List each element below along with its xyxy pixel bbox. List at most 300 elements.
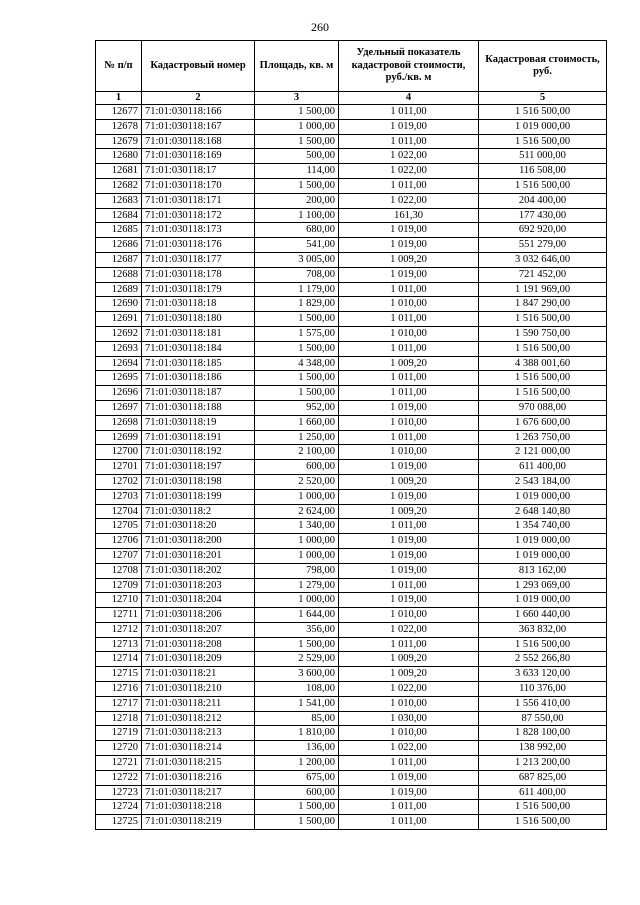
table-row [96,534,607,549]
cadastral-number-cell: 71:01:030118:204 [142,593,255,608]
row-number-cell: 12679 [96,134,142,149]
table-row [96,415,607,430]
cadastral-value-cell: 1 019 000,00 [479,119,607,134]
cadastral-number-cell: 71:01:030118:18 [142,297,255,312]
cadastral-number-cell: 71:01:030118:176 [142,238,255,253]
row-number-cell: 12721 [96,756,142,771]
cadastral-number-cell: 71:01:030118:166 [142,105,255,120]
unit-rate-cell: 1 011,00 [339,637,479,652]
unit-rate-cell: 1 010,00 [339,326,479,341]
area-cell: 1 644,00 [255,608,339,623]
cadastral-value-cell: 687 825,00 [479,770,607,785]
area-cell: 541,00 [255,238,339,253]
cadastral-number-cell: 71:01:030118:181 [142,326,255,341]
area-cell: 3 005,00 [255,252,339,267]
cadastral-number-cell: 71:01:030118:2 [142,504,255,519]
unit-rate-cell: 1 010,00 [339,297,479,312]
area-cell: 3 600,00 [255,667,339,682]
row-number-cell: 12700 [96,445,142,460]
unit-rate-cell: 1 009,20 [339,504,479,519]
table-row [96,267,607,282]
area-cell: 680,00 [255,223,339,238]
area-cell: 1 500,00 [255,134,339,149]
unit-rate-cell: 1 011,00 [339,519,479,534]
cadastral-number-cell: 71:01:030118:172 [142,208,255,223]
cadastral-number-cell: 71:01:030118:197 [142,460,255,475]
cadastral-number-cell: 71:01:030118:20 [142,519,255,534]
row-number-cell: 12710 [96,593,142,608]
row-number-cell: 12715 [96,667,142,682]
cadastral-value-cell: 1 019 000,00 [479,548,607,563]
cadastral-value-cell: 1 293 069,00 [479,578,607,593]
cadastral-value-cell: 87 550,00 [479,711,607,726]
cadastral-number-cell: 71:01:030118:214 [142,741,255,756]
cadastral-value-cell: 1 556 410,00 [479,696,607,711]
column-number: 3 [255,92,339,105]
row-number-cell: 12685 [96,223,142,238]
area-cell: 2 529,00 [255,652,339,667]
column-number: 4 [339,92,479,105]
area-cell: 1 500,00 [255,371,339,386]
area-cell: 1 829,00 [255,297,339,312]
cadastral-number-cell: 71:01:030118:186 [142,371,255,386]
area-cell: 1 541,00 [255,696,339,711]
row-number-cell: 12714 [96,652,142,667]
area-cell: 1 200,00 [255,756,339,771]
area-cell: 1 000,00 [255,119,339,134]
table-row [96,134,607,149]
page-number: 260 [311,20,329,34]
unit-rate-cell: 1 019,00 [339,460,479,475]
header-unit-rate: Удельный показатель кадастровой стоимости, руб./кв. м [339,41,479,92]
area-cell: 600,00 [255,785,339,800]
cadastral-value-cell: 511 000,00 [479,149,607,164]
row-number-cell: 12724 [96,800,142,815]
row-number-cell: 12697 [96,400,142,415]
area-cell: 798,00 [255,563,339,578]
area-cell: 600,00 [255,460,339,475]
area-cell: 108,00 [255,682,339,697]
cadastral-number-cell: 71:01:030118:212 [142,711,255,726]
cadastral-value-cell: 1 019 000,00 [479,534,607,549]
cadastral-value-cell: 1 516 500,00 [479,105,607,120]
area-cell: 1 000,00 [255,593,339,608]
area-cell: 1 250,00 [255,430,339,445]
table-row [96,164,607,179]
cadastral-value-cell: 692 920,00 [479,223,607,238]
unit-rate-cell: 1 022,00 [339,682,479,697]
unit-rate-cell: 1 010,00 [339,415,479,430]
area-cell: 356,00 [255,622,339,637]
row-number-cell: 12689 [96,282,142,297]
cadastral-number-cell: 71:01:030118:207 [142,622,255,637]
cadastral-value-cell: 1 516 500,00 [479,800,607,815]
unit-rate-cell: 1 009,20 [339,667,479,682]
area-cell: 1 500,00 [255,312,339,327]
cadastral-number-cell: 71:01:030118:177 [142,252,255,267]
cadastral-value-cell: 1 019 000,00 [479,593,607,608]
cadastral-value-cell: 1 828 100,00 [479,726,607,741]
cadastral-number-cell: 71:01:030118:201 [142,548,255,563]
cadastral-number-cell: 71:01:030118:188 [142,400,255,415]
cadastral-value-cell: 1 191 969,00 [479,282,607,297]
cadastral-value-cell: 813 162,00 [479,563,607,578]
cadastral-value-cell: 2 121 000,00 [479,445,607,460]
cadastral-value-cell: 138 992,00 [479,741,607,756]
table-row [96,489,607,504]
unit-rate-cell: 1 022,00 [339,622,479,637]
area-cell: 2 520,00 [255,474,339,489]
table-row [96,682,607,697]
unit-rate-cell: 1 011,00 [339,312,479,327]
area-cell: 1 000,00 [255,489,339,504]
table-row [96,504,607,519]
area-cell: 2 624,00 [255,504,339,519]
table-row [96,430,607,445]
cadastral-value-cell: 1 676 600,00 [479,415,607,430]
area-cell: 1 340,00 [255,519,339,534]
table-row [96,312,607,327]
unit-rate-cell: 161,30 [339,208,479,223]
unit-rate-cell: 1 010,00 [339,445,479,460]
row-number-cell: 12698 [96,415,142,430]
unit-rate-cell: 1 019,00 [339,770,479,785]
cadastral-value-cell: 204 400,00 [479,193,607,208]
row-number-cell: 12680 [96,149,142,164]
table-row [96,608,607,623]
cadastral-number-cell: 71:01:030118:21 [142,667,255,682]
unit-rate-cell: 1 010,00 [339,608,479,623]
area-cell: 1 500,00 [255,800,339,815]
row-number-cell: 12708 [96,563,142,578]
unit-rate-cell: 1 019,00 [339,534,479,549]
unit-rate-cell: 1 009,20 [339,356,479,371]
cadastral-value-cell: 1 847 290,00 [479,297,607,312]
unit-rate-cell: 1 019,00 [339,593,479,608]
cadastral-number-cell: 71:01:030118:169 [142,149,255,164]
table-row [96,460,607,475]
cadastral-value-cell: 116 508,00 [479,164,607,179]
row-number-cell: 12691 [96,312,142,327]
table-row [96,341,607,356]
area-cell: 1 500,00 [255,386,339,401]
unit-rate-cell: 1 011,00 [339,815,479,830]
table-row [96,652,607,667]
unit-rate-cell: 1 019,00 [339,119,479,134]
table-row [96,741,607,756]
table-row [96,474,607,489]
table-row [96,386,607,401]
unit-rate-cell: 1 022,00 [339,193,479,208]
unit-rate-cell: 1 011,00 [339,756,479,771]
cadastral-value-cell: 611 400,00 [479,785,607,800]
cadastral-value-cell: 1 590 750,00 [479,326,607,341]
unit-rate-cell: 1 019,00 [339,489,479,504]
table-body [96,105,607,830]
unit-rate-cell: 1 011,00 [339,178,479,193]
row-number-cell: 12692 [96,326,142,341]
table-row [96,119,607,134]
cadastral-value-cell: 551 279,00 [479,238,607,253]
cadastral-value-cell: 611 400,00 [479,460,607,475]
table-row [96,208,607,223]
table-row [96,297,607,312]
table-row [96,726,607,741]
row-number-cell: 12687 [96,252,142,267]
cadastral-number-cell: 71:01:030118:185 [142,356,255,371]
row-number-cell: 12719 [96,726,142,741]
unit-rate-cell: 1 009,20 [339,474,479,489]
column-number: 2 [142,92,255,105]
table-row [96,223,607,238]
area-cell: 1 179,00 [255,282,339,297]
row-number-cell: 12709 [96,578,142,593]
cadastral-value-cell: 1 516 500,00 [479,341,607,356]
row-number-cell: 12695 [96,371,142,386]
row-number-cell: 12720 [96,741,142,756]
table-row [96,785,607,800]
cadastral-value-cell: 1 354 740,00 [479,519,607,534]
cadastral-value-cell: 2 648 140,80 [479,504,607,519]
cadastral-value-cell: 1 516 500,00 [479,386,607,401]
unit-rate-cell: 1 011,00 [339,800,479,815]
table-row [96,756,607,771]
table-row [96,800,607,815]
cadastral-value-cell: 1 213 200,00 [479,756,607,771]
table-row [96,371,607,386]
table-row [96,149,607,164]
area-cell: 200,00 [255,193,339,208]
row-number-cell: 12706 [96,534,142,549]
area-cell: 952,00 [255,400,339,415]
unit-rate-cell: 1 010,00 [339,696,479,711]
table-row [96,400,607,415]
cadastral-value-cell: 1 516 500,00 [479,134,607,149]
table-row [96,105,607,120]
cadastral-number-cell: 71:01:030118:219 [142,815,255,830]
cadastral-number-cell: 71:01:030118:173 [142,223,255,238]
cadastral-value-table [95,40,607,830]
row-number-cell: 12684 [96,208,142,223]
cadastral-number-cell: 71:01:030118:215 [142,756,255,771]
header-cadastral-value: Кадастровая стоимость, руб. [479,41,607,92]
area-cell: 1 660,00 [255,415,339,430]
unit-rate-cell: 1 019,00 [339,400,479,415]
table-row [96,770,607,785]
area-cell: 500,00 [255,149,339,164]
table-row [96,252,607,267]
row-number-cell: 12693 [96,341,142,356]
column-number: 1 [96,92,142,105]
cadastral-number-cell: 71:01:030118:198 [142,474,255,489]
row-number-cell: 12678 [96,119,142,134]
unit-rate-cell: 1 022,00 [339,164,479,179]
table-row [96,356,607,371]
cadastral-number-cell: 71:01:030118:206 [142,608,255,623]
unit-rate-cell: 1 011,00 [339,341,479,356]
cadastral-value-cell: 970 088,00 [479,400,607,415]
cadastral-number-cell: 71:01:030118:171 [142,193,255,208]
cadastral-number-cell: 71:01:030118:184 [142,341,255,356]
row-number-cell: 12688 [96,267,142,282]
unit-rate-cell: 1 022,00 [339,149,479,164]
cadastral-number-cell: 71:01:030118:200 [142,534,255,549]
area-cell: 2 100,00 [255,445,339,460]
cadastral-number-cell: 71:01:030118:217 [142,785,255,800]
header-cadastral-number: Кадастровый номер [142,41,255,92]
area-cell: 85,00 [255,711,339,726]
row-number-cell: 12704 [96,504,142,519]
table-row [96,193,607,208]
unit-rate-cell: 1 030,00 [339,711,479,726]
table-row [96,593,607,608]
table-row [96,696,607,711]
cadastral-number-cell: 71:01:030118:199 [142,489,255,504]
cadastral-value-cell: 721 452,00 [479,267,607,282]
cadastral-number-cell: 71:01:030118:213 [142,726,255,741]
unit-rate-cell: 1 009,20 [339,652,479,667]
cadastral-number-cell: 71:01:030118:218 [142,800,255,815]
unit-rate-cell: 1 019,00 [339,563,479,578]
cadastral-number-cell: 71:01:030118:19 [142,415,255,430]
row-number-cell: 12722 [96,770,142,785]
row-number-cell: 12717 [96,696,142,711]
table-row [96,622,607,637]
unit-rate-cell: 1 011,00 [339,134,479,149]
table-row [96,326,607,341]
row-number-cell: 12686 [96,238,142,253]
cadastral-value-cell: 2 552 266,80 [479,652,607,667]
row-number-cell: 12712 [96,622,142,637]
unit-rate-cell: 1 010,00 [339,726,479,741]
cadastral-value-cell: 363 832,00 [479,622,607,637]
table-row [96,548,607,563]
column-number: 5 [479,92,607,105]
cadastral-value-cell: 110 376,00 [479,682,607,697]
area-cell: 1 000,00 [255,548,339,563]
table-row [96,563,607,578]
cadastral-number-cell: 71:01:030118:192 [142,445,255,460]
unit-rate-cell: 1 011,00 [339,430,479,445]
cadastral-number-cell: 71:01:030118:210 [142,682,255,697]
cadastral-number-cell: 71:01:030118:187 [142,386,255,401]
area-cell: 4 348,00 [255,356,339,371]
cadastral-value-cell: 1 516 500,00 [479,637,607,652]
cadastral-number-cell: 71:01:030118:17 [142,164,255,179]
unit-rate-cell: 1 009,20 [339,252,479,267]
cadastral-value-cell: 3 633 120,00 [479,667,607,682]
area-cell: 708,00 [255,267,339,282]
table-row [96,519,607,534]
cadastral-value-cell: 1 516 500,00 [479,178,607,193]
cadastral-number-cell: 71:01:030118:211 [142,696,255,711]
cadastral-number-cell: 71:01:030118:203 [142,578,255,593]
row-number-cell: 12718 [96,711,142,726]
cadastral-number-cell: 71:01:030118:191 [142,430,255,445]
header-row-number: № п/п [96,41,142,92]
unit-rate-cell: 1 019,00 [339,785,479,800]
row-number-cell: 12701 [96,460,142,475]
unit-rate-cell: 1 011,00 [339,282,479,297]
unit-rate-cell: 1 019,00 [339,267,479,282]
unit-rate-cell: 1 011,00 [339,105,479,120]
cadastral-number-cell: 71:01:030118:209 [142,652,255,667]
column-numbers-row [96,92,607,105]
row-number-cell: 12677 [96,105,142,120]
area-cell: 136,00 [255,741,339,756]
area-cell: 1 500,00 [255,815,339,830]
cadastral-number-cell: 71:01:030118:168 [142,134,255,149]
table-row [96,667,607,682]
row-number-cell: 12699 [96,430,142,445]
header-area: Площадь, кв. м [255,41,339,92]
row-number-cell: 12696 [96,386,142,401]
row-number-cell: 12683 [96,193,142,208]
row-number-cell: 12702 [96,474,142,489]
cadastral-number-cell: 71:01:030118:167 [142,119,255,134]
cadastral-value-cell: 3 032 646,00 [479,252,607,267]
cadastral-number-cell: 71:01:030118:170 [142,178,255,193]
area-cell: 1 279,00 [255,578,339,593]
cadastral-number-cell: 71:01:030118:178 [142,267,255,282]
cadastral-value-cell: 1 263 750,00 [479,430,607,445]
cadastral-value-cell: 2 543 184,00 [479,474,607,489]
table-row [96,578,607,593]
cadastral-value-cell: 1 516 500,00 [479,815,607,830]
area-cell: 675,00 [255,770,339,785]
table-row [96,815,607,830]
cadastral-value-cell: 177 430,00 [479,208,607,223]
cadastral-value-cell: 1 019 000,00 [479,489,607,504]
row-number-cell: 12682 [96,178,142,193]
row-number-cell: 12723 [96,785,142,800]
table-row [96,445,607,460]
unit-rate-cell: 1 011,00 [339,386,479,401]
unit-rate-cell: 1 019,00 [339,223,479,238]
area-cell: 1 810,00 [255,726,339,741]
table-header-row [96,41,607,92]
area-cell: 1 500,00 [255,637,339,652]
row-number-cell: 12690 [96,297,142,312]
area-cell: 1 000,00 [255,534,339,549]
row-number-cell: 12703 [96,489,142,504]
cadastral-number-cell: 71:01:030118:216 [142,770,255,785]
row-number-cell: 12694 [96,356,142,371]
row-number-cell: 12681 [96,164,142,179]
cadastral-value-cell: 4 388 001,60 [479,356,607,371]
row-number-cell: 12705 [96,519,142,534]
area-cell: 1 100,00 [255,208,339,223]
row-number-cell: 12725 [96,815,142,830]
row-number-cell: 12707 [96,548,142,563]
row-number-cell: 12713 [96,637,142,652]
area-cell: 1 500,00 [255,178,339,193]
cadastral-value-cell: 1 516 500,00 [479,312,607,327]
cadastral-number-cell: 71:01:030118:180 [142,312,255,327]
cadastral-value-cell: 1 516 500,00 [479,371,607,386]
table-row [96,637,607,652]
cadastral-number-cell: 71:01:030118:179 [142,282,255,297]
table-row [96,711,607,726]
cadastral-value-cell: 1 660 440,00 [479,608,607,623]
area-cell: 1 575,00 [255,326,339,341]
unit-rate-cell: 1 011,00 [339,371,479,386]
cadastral-number-cell: 71:01:030118:208 [142,637,255,652]
area-cell: 1 500,00 [255,105,339,120]
table-row [96,238,607,253]
row-number-cell: 12716 [96,682,142,697]
area-cell: 1 500,00 [255,341,339,356]
